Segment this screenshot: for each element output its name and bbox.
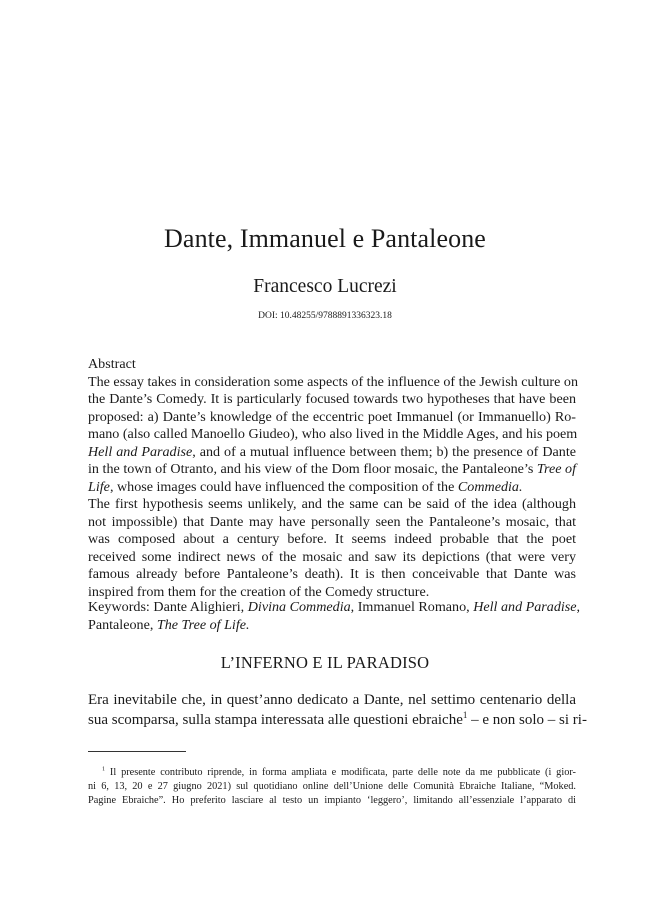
paper-title: Dante, Immanuel e Pantaleone bbox=[164, 224, 486, 253]
mosaic-title-italic: Tree of bbox=[536, 461, 576, 477]
mosaic-title-italic-cont: Life bbox=[88, 478, 110, 495]
footnote-line: ni 6, 13, 20 e 27 giugno 2021) sul quotidiano online dell’Unione delle Comunità Ebraiche Italiane, “Moked. bbox=[88, 781, 576, 792]
abstract-line: The first hypothesis seems unlikely, and the same can be said of the idea (although bbox=[88, 496, 576, 512]
footnote-block bbox=[88, 766, 576, 808]
abstract-line: The essay takes in consideration some aspects of the influence of the Jewish culture on bbox=[88, 373, 578, 390]
keyword: Pantaleone, bbox=[88, 616, 157, 633]
abstract-text-run: , whose images could have influenced the composition of the bbox=[109, 478, 458, 495]
abstract-text-run: , and of a mutual influence between them; b) the presence of Dante bbox=[192, 443, 576, 460]
keyword-italic: Divina Commedia bbox=[247, 599, 351, 615]
footnote-separator bbox=[88, 751, 186, 752]
abstract-line: received some indirect news of the mosaic and saw its depictions (that were very bbox=[88, 548, 576, 565]
body-line: Era inevitabile che, in quest’anno dedicato a Dante, nel settimo centenario della bbox=[88, 692, 576, 708]
body-line bbox=[88, 710, 587, 730]
abstract-line: mano (also called Manoello Giudeo), who also lived in the Middle Ages, and his poem bbox=[88, 426, 578, 442]
keyword-separator: , bbox=[576, 599, 581, 615]
abstract-line: proposed: a) Dante’s knowledge of the eccentric poet Immanuel (or Immanuello) Ro- bbox=[88, 408, 576, 425]
body-text-run: – e non solo – si ri- bbox=[467, 712, 587, 728]
keywords-line bbox=[88, 599, 581, 617]
footnote-marker: 1 bbox=[102, 765, 106, 773]
commedia-italic: Commedia. bbox=[457, 478, 523, 495]
abstract-text-run: in the town of Otranto, and his view of the Dom floor mosaic, the Pantaleone’s bbox=[88, 461, 537, 477]
keywords-label: Keywords: bbox=[88, 599, 150, 615]
poem-title-italic: Hell and Paradise bbox=[88, 443, 193, 460]
keyword: , Immanuel Romano, bbox=[350, 599, 474, 615]
footnote-reference[interactable]: 1 bbox=[462, 710, 468, 720]
footnote-line: Pagine Ebraiche”. Ho preferito lasciare al testo un impianto ‘leggero’, limitando all’essenziale l’apparato di bbox=[88, 795, 576, 806]
footnote-line bbox=[88, 766, 576, 780]
keywords-line bbox=[88, 617, 576, 635]
footnote-text-run: Il presente contributo riprende, in forma ampliata e modificata, parte delle note da me pubblicate (i gior- bbox=[105, 767, 576, 778]
abstract-line: not impossible) that Dante may have personally seen the Pantaleone’s mosaic, that bbox=[88, 513, 576, 530]
keyword: Dante Alighieri, bbox=[153, 599, 248, 615]
abstract-line: inspired from them for the creation of the Comedy structure. bbox=[88, 583, 430, 600]
section-heading: L’INFERNO E IL PARADISO bbox=[220, 653, 430, 672]
body-text-run: sua scomparsa, sulla stampa interessata alle questioni ebraiche bbox=[88, 712, 463, 728]
abstract-line bbox=[88, 461, 576, 479]
body-paragraph bbox=[88, 690, 587, 730]
keywords-block bbox=[88, 599, 581, 634]
abstract-block bbox=[88, 356, 576, 601]
author-name: Francesco Lucrezi bbox=[253, 276, 397, 297]
abstract-line bbox=[88, 444, 576, 462]
keyword-italic: The Tree of Life. bbox=[156, 616, 250, 633]
keyword-italic: Hell and Paradise bbox=[473, 599, 577, 615]
abstract-heading: Abstract bbox=[88, 356, 136, 372]
abstract-line bbox=[88, 479, 576, 497]
abstract-line: was composed about a century before. It seems indeed probable that the poet bbox=[88, 531, 576, 547]
abstract-line: famous already before Pantaleone’s death). It is then conceivable that Dante was bbox=[88, 566, 576, 582]
doi-identifier: DOI: 10.48255/9788891336323.18 bbox=[258, 311, 392, 321]
abstract-line: the Dante’s Comedy. It is particularly focused towards two hypotheses that have been bbox=[88, 391, 576, 407]
